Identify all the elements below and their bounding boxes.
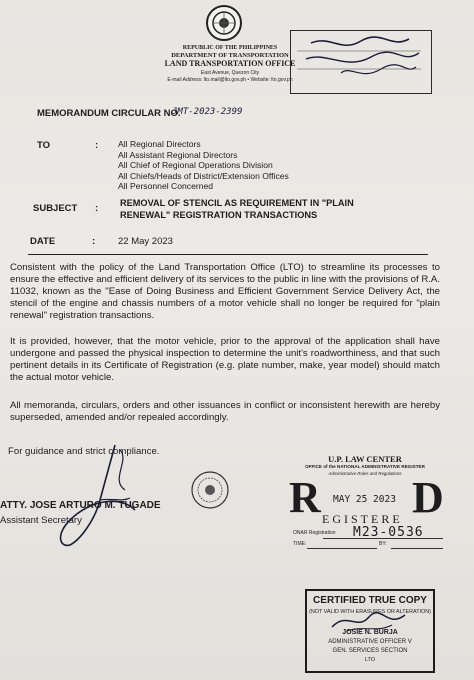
certified-name: JOSIE N. BURJA (342, 629, 398, 636)
certified-note: (NOT VALID WITH ERASURES OR ALTERATION) (309, 609, 431, 615)
law-center-onar-line (323, 538, 443, 539)
recipient-list (118, 139, 289, 192)
subject-colon: : (95, 203, 99, 214)
header-address: East Avenue, Quezon City (200, 70, 260, 76)
law-center-big-r: R (289, 473, 321, 522)
law-center-onar-number: M23-0536 (353, 525, 424, 540)
recipient-item: All Regional Directors (118, 139, 201, 149)
certified-office: LTO (364, 657, 376, 663)
date-label: DATE (30, 236, 56, 247)
header-department: DEPARTMENT OF TRANSPORTATION (171, 52, 289, 59)
recipient-item: All Personnel Concerned (118, 181, 214, 191)
certified-position-1: ADMINISTRATIVE OFFICER V (328, 639, 412, 645)
received-stamp (290, 30, 432, 94)
header-republic: REPUBLIC OF THE PHILIPPINES (182, 45, 278, 51)
date-colon: : (92, 236, 96, 247)
date-value: 22 May 2023 (118, 236, 173, 247)
law-center-big-d: D (412, 473, 444, 522)
to-colon: : (95, 140, 99, 151)
subject-line-1: REMOVAL OF STENCIL AS REQUIREMENT IN "PLAIN (120, 198, 354, 208)
recipient-item: All Chief of Regional Operations Division (118, 160, 273, 170)
header-email: E-mail Address: lto.mail@lto.gov.ph • Website: lto.gov.ph (167, 77, 293, 83)
memo-label: MEMORANDUM CIRCULAR NO. (37, 108, 181, 119)
recipient-item: All Chiefs/Heads of District/Extension Offices (118, 170, 289, 181)
subject-label: SUBJECT (33, 203, 78, 214)
memo-number: JMT-2023-2399 (172, 107, 243, 117)
law-center-line-2: Administrative Rules and Regulations (328, 471, 402, 476)
lto-seal-logo (205, 4, 243, 42)
header-divider (28, 254, 428, 255)
signature-scribble (40, 440, 180, 550)
received-stamp-signature (291, 31, 429, 91)
signatory-name: ATTY. JOSE ARTURO M. TUGADE (0, 500, 161, 511)
law-center-stamp (285, 450, 455, 560)
law-center-date: MAY 25 2023 (333, 494, 396, 505)
recipient-item: All Assistant Regional Directors (118, 149, 238, 160)
paragraph-1: Consistent with the policy of the Land Transportation Office (LTO) to streamline its processes to ensure the effective and efficient delivery of its services to the public in line with the provisions of R.A. 11032, known as the "Ease of Doing Business and Efficient Government Service Delivery Act, the stencil of the engine and chassis numbers of a motor vehicle shall no longer be required for "plain renewal" registration transactions. (10, 262, 440, 321)
certified-title: CERTIFIED TRUE COPY (313, 595, 427, 606)
law-center-registered: EGISTERE (322, 512, 403, 526)
law-center-title: U.P. LAW CENTER (328, 454, 402, 464)
certified-position-2: GEN. SERVICES SECTION (332, 648, 408, 654)
law-center-time-label: TIME: (293, 541, 307, 547)
law-center-onar-label: ONAR Registration (293, 530, 336, 536)
certified-true-copy-stamp (305, 589, 435, 673)
law-center-by-label: BY: (379, 541, 387, 547)
law-center-time-line (307, 548, 377, 549)
to-label: TO (37, 140, 51, 151)
signatory-title: Assistant Secretary (0, 515, 82, 526)
subject-line-2: RENEWAL" REGISTRATION TRANSACTIONS (120, 210, 318, 220)
law-center-by-line (391, 548, 443, 549)
paragraph-2: It is provided, however, that the motor vehicle, prior to the approval of the application shall have undergone and passed the physical inspection to determine the unit's roadworthiness, and that such pertinent details in its Certificate of Registration (e.g. plate number, make, year model) should match the actual motor vehicle. (10, 336, 440, 383)
paragraph-3: All memoranda, circulars, orders and other issuances in conflict or inconsistent herewith are hereby superseded, amended and/or repealed accordingly. (10, 400, 440, 423)
dry-seal (190, 470, 230, 510)
closing-line: For guidance and strict compliance. (8, 446, 160, 457)
law-center-line-1: OFFICE of the NATIONAL ADMINISTRATIVE REGISTER (305, 464, 425, 469)
header-office: LAND TRANSPORTATION OFFICE (164, 59, 296, 68)
